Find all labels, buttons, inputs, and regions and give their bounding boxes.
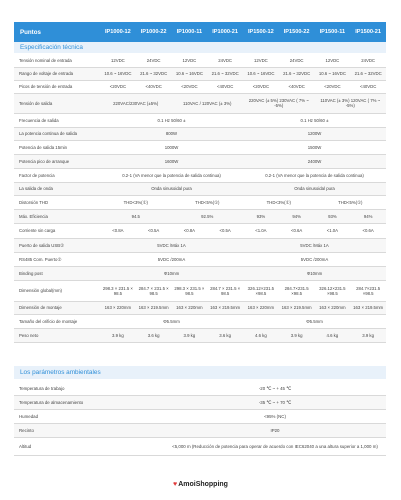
row-label: RS485 Com. Puerto② (14, 252, 100, 266)
table-row (14, 252, 386, 266)
row-label: Tensión nominal de entrada (14, 55, 100, 67)
table-cell: Φ10mm (100, 266, 243, 280)
table-cell: 163 × 219.5mm (207, 301, 243, 314)
section-title-technical: Especificación técnica (20, 44, 83, 51)
table-cell: Onda sinusoidal pura (243, 182, 386, 195)
table-cell: 12VDC (243, 55, 279, 67)
row-label: Potencia de salida 15min (14, 140, 100, 154)
table-cell: 110VAC / 120VAC (± 3%) (172, 93, 244, 113)
table-cell: 24VDC (279, 55, 315, 67)
table-cell: 220VAC/230VAC (±5%) (100, 93, 172, 113)
heart-icon: ♥ (173, 481, 178, 488)
table-cell: -20 ℃ ~ + 45 ℃ (164, 382, 386, 395)
table-row (14, 67, 386, 80)
table-cell: Φ5.5mm (100, 314, 243, 328)
table-cell: 3.9 kg (350, 328, 386, 342)
table-cell: 163 × 220mm (172, 301, 208, 314)
table-cell: 12VDC (315, 55, 351, 67)
table-cell: 5VDC /Máx 1A (100, 238, 243, 252)
table-cell: 326.12×231.5 ×98.5 (315, 280, 351, 301)
table-cell: 3.9 kg (100, 328, 136, 342)
table-cell: 24VDC (136, 55, 172, 67)
row-label: Factor de potencia (14, 168, 100, 182)
model-header: IP1000-12 (104, 29, 131, 35)
table-row (14, 140, 386, 154)
row-label: Puerto de salida USB② (14, 238, 100, 252)
row-label: Picos de tensión de entrada (14, 80, 100, 93)
table-row (14, 127, 386, 140)
table-cell: 4.6 kg (315, 328, 351, 342)
table-row (14, 113, 386, 127)
model-header: IP1500-22 (283, 29, 310, 35)
table-cell: IP20 (164, 423, 386, 437)
table-cell: <20VDC (315, 80, 351, 93)
table-row (14, 395, 386, 409)
table-cell: 284.7 × 231.5 × 98.5 (207, 280, 243, 301)
table-cell: 800W (100, 127, 243, 140)
model-header: IP1000-11 (176, 29, 203, 35)
model-header: IP1500-12 (247, 29, 274, 35)
table-cell: 0.1 Hz 50/60 ± (100, 113, 243, 127)
environment-table (14, 382, 386, 456)
row-label: Temperatura de trabajo (14, 382, 164, 395)
table-cell: 10.6 ~ 16VDC (172, 67, 208, 80)
table-cell: 1000W (100, 140, 243, 154)
row-label: Altitud (14, 437, 164, 455)
brand-name: AmoiShopping (178, 481, 228, 488)
table-row (14, 328, 386, 342)
table-row (14, 280, 386, 301)
table-row (14, 80, 386, 93)
table-cell: 1600W (100, 154, 243, 168)
table-cell: 94% (350, 209, 386, 223)
table-cell: 1200W (243, 127, 386, 140)
row-label: Peso neto (14, 328, 100, 342)
model-header: IP1000-22 (140, 29, 167, 35)
table-cell: 21.6 ~ 32VDC (350, 67, 386, 80)
model-header: IP1000-21 (212, 29, 239, 35)
table-cell: 10.6 ~ 16VDC (315, 67, 351, 80)
table-cell: 10.6 ~ 16VDC (100, 67, 136, 80)
row-label: La potencia continua de salida (14, 127, 100, 140)
table-cell: 0.2-1 (VA menor que la potencia de salida continua) (243, 168, 386, 182)
table-cell: 93% (315, 209, 351, 223)
table-cell: -35 ℃ ~ + 70 ℃ (164, 395, 386, 409)
row-label: Rango de voltaje de entrada (14, 67, 100, 80)
table-row (14, 423, 386, 437)
table-row (14, 93, 386, 113)
row-label: Dimensión global(mm) (14, 280, 100, 301)
table-cell: THD<5%(①) (172, 195, 244, 209)
row-label: Distorsión THD (14, 195, 100, 209)
table-header (14, 22, 386, 42)
table-row (14, 437, 386, 455)
spec-table (14, 55, 386, 343)
table-cell: 94.5 (100, 209, 172, 223)
header-label: Puntos (20, 28, 41, 36)
table-cell: 163 × 219.5mm (279, 301, 315, 314)
table-cell: 21.6 ~ 32VDC (136, 67, 172, 80)
table-cell: 5VDC /200mA (243, 252, 386, 266)
table-row (14, 55, 386, 67)
table-cell: 284.7×231.5 ×98.5 (350, 280, 386, 301)
table-cell: 12VDC (172, 55, 208, 67)
table-cell: 326.12×231.5 ×98.5 (243, 280, 279, 301)
table-cell: <5,000 m (Reducción de potencia para operar de acuerdo con IEC62040 a una altura superior a 1,000 m) (164, 437, 386, 455)
table-row (14, 301, 386, 314)
model-header: IP1500-21 (355, 29, 382, 35)
table-cell: 3.9 kg (172, 328, 208, 342)
table-row (14, 266, 386, 280)
table-cell: 94% (279, 209, 315, 223)
table-cell: <0.8A (100, 223, 136, 238)
section-title-environment: Los parámetros ambientales (20, 369, 101, 376)
table-cell: 163 × 219.5mm (350, 301, 386, 314)
table-cell: <0.5A (207, 223, 243, 238)
row-label: Corriente sin carga (14, 223, 100, 238)
table-cell: 5VDC /Máx 1A (243, 238, 386, 252)
table-cell: <0.8A (172, 223, 208, 238)
table-cell: <20VDC (172, 80, 208, 93)
brand-logo (0, 481, 401, 488)
table-cell: 298.3 × 231.5 × 98.5 (100, 280, 136, 301)
table-cell: <20VDC (100, 80, 136, 93)
table-cell: 3.6 kg (207, 328, 243, 342)
table-cell: <0.6A (350, 223, 386, 238)
table-row (14, 314, 386, 328)
table-row (14, 409, 386, 423)
row-label: Frecuencia de salida (14, 113, 100, 127)
table-cell: 163 × 220mm (315, 301, 351, 314)
row-label: Potencia pico de arranque (14, 154, 100, 168)
table-cell: 21.6 ~ 32VDC (207, 67, 243, 80)
row-label: Recinto (14, 423, 164, 437)
table-row (14, 209, 386, 223)
table-cell: 12VDC (100, 55, 136, 67)
table-cell: 298.3 × 231.5 × 98.5 (172, 280, 208, 301)
table-cell: 92.5% (172, 209, 244, 223)
model-header: IP1500-11 (319, 29, 346, 35)
table-cell: <40VDC (350, 80, 386, 93)
table-cell: <40VDC (136, 80, 172, 93)
row-label: Humedad (14, 409, 164, 423)
table-cell: Φ5.5mm (243, 314, 386, 328)
table-cell: 0.1 Hz 50/60 ± (243, 113, 386, 127)
table-cell: 220VAC (± 5%) 230VAC ( 7% ~ -5%) (243, 93, 315, 113)
table-cell: <20VDC (243, 80, 279, 93)
table-cell: THD<3%(①) (100, 195, 172, 209)
table-cell: <1.0A (315, 223, 351, 238)
row-label: Binding post (14, 266, 100, 280)
row-label: Tamaño del orificio de montaje (14, 314, 100, 328)
table-cell: 163 × 219.5mm (136, 301, 172, 314)
table-cell: 163 × 220mm (243, 301, 279, 314)
table-cell: 110VAC (± 3%) 120VAC ( 7% ~ -5%) (315, 93, 387, 113)
table-cell: 24VDC (350, 55, 386, 67)
table-cell: 3.9 kg (279, 328, 315, 342)
table-cell: <40VDC (279, 80, 315, 93)
table-cell: THD<5%(①) (315, 195, 387, 209)
table-cell: 0.2-1 (VA menor que la potencia de salida continua) (100, 168, 243, 182)
table-cell: 21.6 ~ 32VDC (279, 67, 315, 80)
table-cell: <1.0A (243, 223, 279, 238)
table-cell: 2400W (243, 154, 386, 168)
table-cell: 93% (243, 209, 279, 223)
table-row (14, 195, 386, 209)
table-cell: <40VDC (207, 80, 243, 93)
table-cell: 163 × 220mm (100, 301, 136, 314)
row-label: Máx. Eficiencia (14, 209, 100, 223)
table-cell: Φ10mm (243, 266, 386, 280)
table-row (14, 223, 386, 238)
table-row (14, 168, 386, 182)
table-cell: <0.6A (279, 223, 315, 238)
table-row (14, 238, 386, 252)
row-label: Dimensión de montaje (14, 301, 100, 314)
table-cell: 10.6 ~ 16VDC (243, 67, 279, 80)
row-label: Tensión de salida (14, 93, 100, 113)
table-cell: THD<3%(①) (243, 195, 315, 209)
table-cell: 284.7 × 231.5 × 98.5 (136, 280, 172, 301)
table-cell: 5VDC /200mA (100, 252, 243, 266)
row-label: La salida de onda (14, 182, 100, 195)
table-cell: 24VDC (207, 55, 243, 67)
table-cell: <95% (NC) (164, 409, 386, 423)
table-cell: 284.7×231.5 ×98.5 (279, 280, 315, 301)
table-cell: 1500W (243, 140, 386, 154)
table-row (14, 382, 386, 395)
table-cell: 4.6 kg (243, 328, 279, 342)
table-cell: <0.5A (136, 223, 172, 238)
table-row (14, 154, 386, 168)
table-cell: 3.6 kg (136, 328, 172, 342)
table-row (14, 182, 386, 195)
model-columns (100, 29, 386, 35)
row-label: Temperatura de almacenamiento (14, 395, 164, 409)
table-cell: Onda sinusoidal pura (100, 182, 243, 195)
